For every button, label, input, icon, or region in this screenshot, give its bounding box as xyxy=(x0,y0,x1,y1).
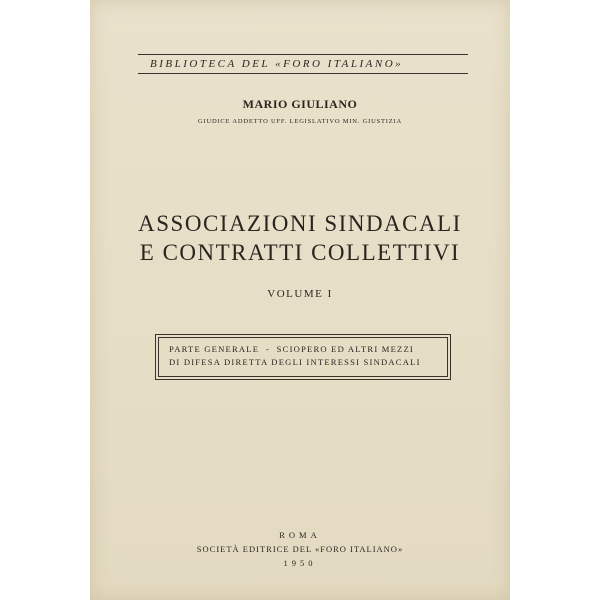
volume-label: VOLUME I xyxy=(267,288,333,300)
title-page xyxy=(90,0,510,600)
author-name: MARIO GIULIANO xyxy=(242,97,358,111)
subject-box xyxy=(158,337,448,377)
series-title: BIBLIOTECA DEL «FORO ITALIANO» xyxy=(150,58,404,70)
imprint-publisher: SOCIETÀ EDITRICE DEL «FORO ITALIANO» xyxy=(196,544,404,554)
imprint-city: ROMA xyxy=(279,530,321,540)
author-affiliation: GIUDICE ADDETTO UFF. LEGISLATIVO MIN. GIUSTIZIA xyxy=(198,118,402,125)
book-title-line-2: E CONTRATTI COLLETTIVI xyxy=(139,240,461,265)
subject-line-2: DI DIFESA DIRETTA DEGLI INTERESSI SINDACALI xyxy=(169,357,421,367)
imprint-year: 1950 xyxy=(283,558,317,568)
series-rule-bottom xyxy=(138,73,468,74)
book-title-line-1: ASSOCIAZIONI SINDACALI xyxy=(138,211,462,236)
subject-line-1: PARTE GENERALE - SCIOPERO ED ALTRI MEZZI xyxy=(169,344,414,354)
series-rule-top xyxy=(138,54,468,55)
